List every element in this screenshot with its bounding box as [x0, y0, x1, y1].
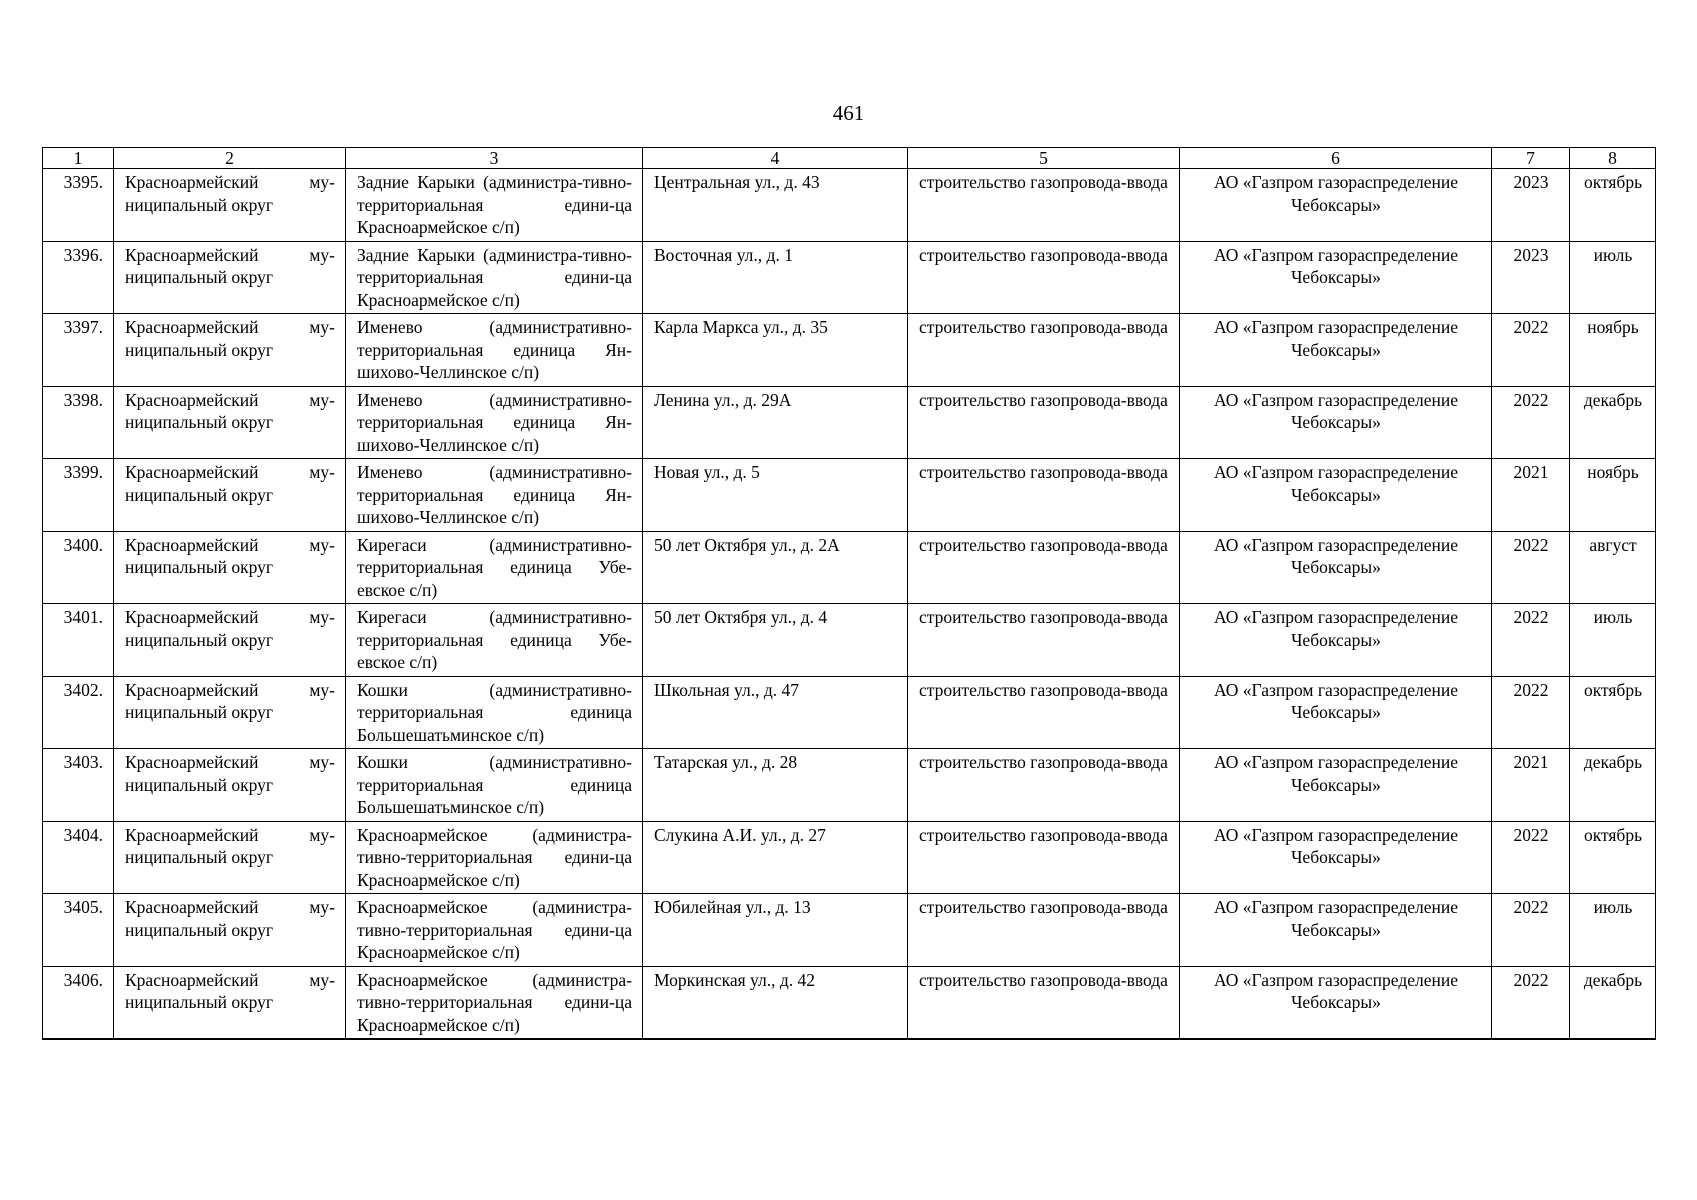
- row-number-cell: 3400.: [43, 531, 114, 604]
- settlement-cell: Красноармейское (администра-тивно-территориальная едини-ца Красноармейское с/п): [346, 821, 643, 894]
- column-header: 5: [908, 148, 1180, 169]
- month-cell: декабрь: [1570, 386, 1656, 459]
- district-cell: Красноармейский му-ниципальный округ: [114, 169, 346, 242]
- organization-cell: АО «Газпром газораспределение Чебоксары»: [1180, 821, 1492, 894]
- row-number-cell: 3404.: [43, 821, 114, 894]
- row-number-cell: 3402.: [43, 676, 114, 749]
- district-cell: Красноармейский му-ниципальный округ: [114, 894, 346, 967]
- work-type-cell: строительство газопровода-ввода: [908, 386, 1180, 459]
- year-cell: 2023: [1492, 169, 1570, 242]
- row-number-cell: 3403.: [43, 749, 114, 822]
- organization-cell: АО «Газпром газораспределение Чебоксары»: [1180, 459, 1492, 532]
- settlement-cell: Кошки (административно-территориальная единица Большешатьминское с/п): [346, 749, 643, 822]
- organization-cell: АО «Газпром газораспределение Чебоксары»: [1180, 894, 1492, 967]
- settlement-cell: Именево (административно-территориальная единица Ян-шихово-Челлинское с/п): [346, 459, 643, 532]
- address-cell: Школьная ул., д. 47: [643, 676, 908, 749]
- organization-cell: АО «Газпром газораспределение Чебоксары»: [1180, 676, 1492, 749]
- settlement-cell: Кошки (административно-территориальная единица Большешатьминское с/п): [346, 676, 643, 749]
- year-cell: 2022: [1492, 604, 1570, 677]
- column-header: 7: [1492, 148, 1570, 169]
- work-type-cell: строительство газопровода-ввода: [908, 531, 1180, 604]
- district-cell: Красноармейский му-ниципальный округ: [114, 604, 346, 677]
- table-row: [43, 459, 1656, 532]
- settlement-cell: Именево (административно-территориальная единица Ян-шихово-Челлинское с/п): [346, 314, 643, 387]
- month-cell: октябрь: [1570, 821, 1656, 894]
- table-row: [43, 241, 1656, 314]
- year-cell: 2022: [1492, 966, 1570, 1039]
- work-type-cell: строительство газопровода-ввода: [908, 894, 1180, 967]
- work-type-cell: строительство газопровода-ввода: [908, 604, 1180, 677]
- column-number-header-row: [43, 148, 1656, 169]
- address-cell: 50 лет Октября ул., д. 4: [643, 604, 908, 677]
- work-type-cell: строительство газопровода-ввода: [908, 169, 1180, 242]
- work-type-cell: строительство газопровода-ввода: [908, 241, 1180, 314]
- district-cell: Красноармейский му-ниципальный округ: [114, 241, 346, 314]
- month-cell: октябрь: [1570, 676, 1656, 749]
- settlement-cell: Кирегаси (административно-территориальная единица Убе-евское с/п): [346, 531, 643, 604]
- month-cell: июль: [1570, 241, 1656, 314]
- district-cell: Красноармейский му-ниципальный округ: [114, 531, 346, 604]
- address-cell: Центральная ул., д. 43: [643, 169, 908, 242]
- gas-pipeline-registry-table: [42, 147, 1656, 1040]
- table-row: [43, 169, 1656, 242]
- row-number-cell: 3405.: [43, 894, 114, 967]
- page-number: 461: [832, 101, 865, 125]
- row-number-cell: 3401.: [43, 604, 114, 677]
- row-number-cell: 3399.: [43, 459, 114, 532]
- month-cell: декабрь: [1570, 966, 1656, 1039]
- table-row: [43, 386, 1656, 459]
- row-number-cell: 3406.: [43, 966, 114, 1039]
- month-cell: ноябрь: [1570, 314, 1656, 387]
- month-cell: июль: [1570, 604, 1656, 677]
- district-cell: Красноармейский му-ниципальный округ: [114, 386, 346, 459]
- district-cell: Красноармейский му-ниципальный округ: [114, 749, 346, 822]
- row-number-cell: 3395.: [43, 169, 114, 242]
- row-number-cell: 3396.: [43, 241, 114, 314]
- column-header: 2: [114, 148, 346, 169]
- address-cell: Восточная ул., д. 1: [643, 241, 908, 314]
- year-cell: 2021: [1492, 749, 1570, 822]
- work-type-cell: строительство газопровода-ввода: [908, 459, 1180, 532]
- organization-cell: АО «Газпром газораспределение Чебоксары»: [1180, 241, 1492, 314]
- table-row: [43, 894, 1656, 967]
- organization-cell: АО «Газпром газораспределение Чебоксары»: [1180, 531, 1492, 604]
- table-row: [43, 821, 1656, 894]
- settlement-cell: Именево (административно-территориальная единица Ян-шихово-Челлинское с/п): [346, 386, 643, 459]
- organization-cell: АО «Газпром газораспределение Чебоксары»: [1180, 169, 1492, 242]
- district-cell: Красноармейский му-ниципальный округ: [114, 821, 346, 894]
- address-cell: Моркинская ул., д. 42: [643, 966, 908, 1039]
- year-cell: 2021: [1492, 459, 1570, 532]
- organization-cell: АО «Газпром газораспределение Чебоксары»: [1180, 314, 1492, 387]
- address-cell: Татарская ул., д. 28: [643, 749, 908, 822]
- year-cell: 2022: [1492, 386, 1570, 459]
- month-cell: декабрь: [1570, 749, 1656, 822]
- work-type-cell: строительство газопровода-ввода: [908, 966, 1180, 1039]
- work-type-cell: строительство газопровода-ввода: [908, 314, 1180, 387]
- row-number-cell: 3398.: [43, 386, 114, 459]
- year-cell: 2022: [1492, 821, 1570, 894]
- column-header: 6: [1180, 148, 1492, 169]
- organization-cell: АО «Газпром газораспределение Чебоксары»: [1180, 604, 1492, 677]
- settlement-cell: Красноармейское (администра-тивно-территориальная едини-ца Красноармейское с/п): [346, 894, 643, 967]
- address-cell: Новая ул., д. 5: [643, 459, 908, 532]
- month-cell: ноябрь: [1570, 459, 1656, 532]
- registry-body: [43, 169, 1656, 1040]
- year-cell: 2023: [1492, 241, 1570, 314]
- address-cell: Юбилейная ул., д. 13: [643, 894, 908, 967]
- district-cell: Красноармейский му-ниципальный округ: [114, 966, 346, 1039]
- table-row: [43, 966, 1656, 1039]
- year-cell: 2022: [1492, 676, 1570, 749]
- organization-cell: АО «Газпром газораспределение Чебоксары»: [1180, 749, 1492, 822]
- column-header: 8: [1570, 148, 1656, 169]
- table-row: [43, 314, 1656, 387]
- table-row: [43, 604, 1656, 677]
- row-number-cell: 3397.: [43, 314, 114, 387]
- address-cell: Ленина ул., д. 29А: [643, 386, 908, 459]
- settlement-cell: Задние Карыки (администра-тивно-территориальная едини-ца Красноармейское с/п): [346, 169, 643, 242]
- year-cell: 2022: [1492, 314, 1570, 387]
- address-cell: 50 лет Октября ул., д. 2А: [643, 531, 908, 604]
- table-row: [43, 676, 1656, 749]
- table-row: [43, 531, 1656, 604]
- work-type-cell: строительство газопровода-ввода: [908, 821, 1180, 894]
- column-header: 1: [43, 148, 114, 169]
- work-type-cell: строительство газопровода-ввода: [908, 676, 1180, 749]
- month-cell: октябрь: [1570, 169, 1656, 242]
- column-header: 3: [346, 148, 643, 169]
- organization-cell: АО «Газпром газораспределение Чебоксары»: [1180, 966, 1492, 1039]
- work-type-cell: строительство газопровода-ввода: [908, 749, 1180, 822]
- district-cell: Красноармейский му-ниципальный округ: [114, 676, 346, 749]
- address-cell: Карла Маркса ул., д. 35: [643, 314, 908, 387]
- table-row: [43, 749, 1656, 822]
- year-cell: 2022: [1492, 531, 1570, 604]
- address-cell: Слукина А.И. ул., д. 27: [643, 821, 908, 894]
- month-cell: август: [1570, 531, 1656, 604]
- district-cell: Красноармейский му-ниципальный округ: [114, 314, 346, 387]
- settlement-cell: Задние Карыки (администра-тивно-территориальная едини-ца Красноармейское с/п): [346, 241, 643, 314]
- settlement-cell: Кирегаси (административно-территориальная единица Убе-евское с/п): [346, 604, 643, 677]
- column-header: 4: [643, 148, 908, 169]
- year-cell: 2022: [1492, 894, 1570, 967]
- district-cell: Красноармейский му-ниципальный округ: [114, 459, 346, 532]
- month-cell: июль: [1570, 894, 1656, 967]
- organization-cell: АО «Газпром газораспределение Чебоксары»: [1180, 386, 1492, 459]
- settlement-cell: Красноармейское (администра-тивно-территориальная едини-ца Красноармейское с/п): [346, 966, 643, 1039]
